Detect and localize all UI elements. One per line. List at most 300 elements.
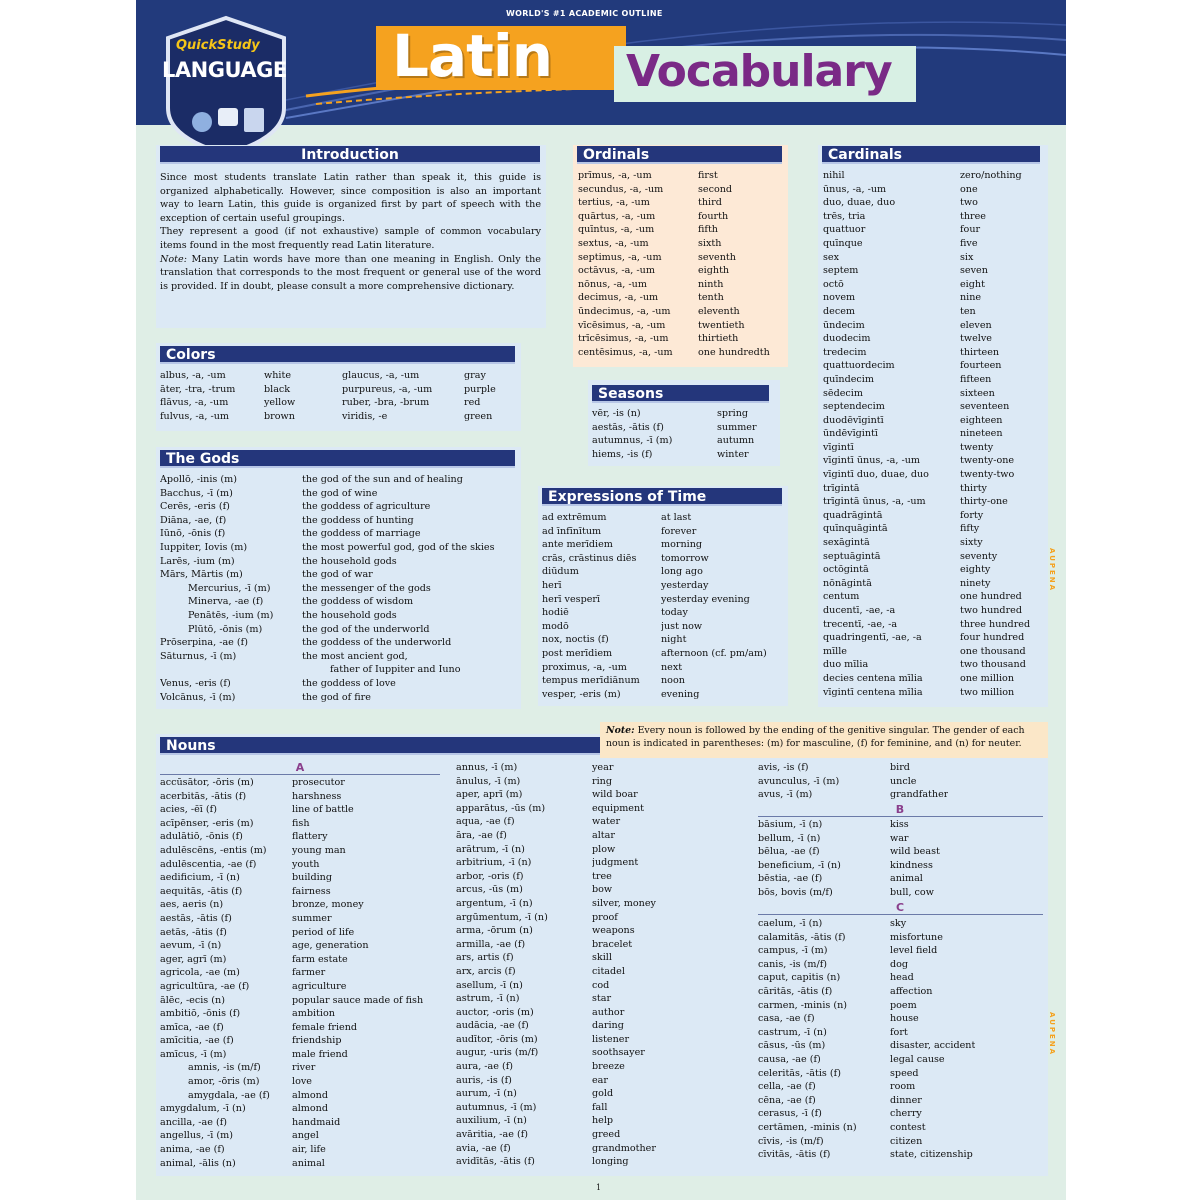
list-item: ten [960, 305, 976, 317]
list-item: tempus merīdiānum [542, 675, 640, 687]
list-item: help [592, 1115, 614, 1127]
list-item: avunculus, -ī (m) [758, 775, 840, 787]
title: Latin [392, 22, 552, 90]
list-item: grandfather [890, 789, 949, 801]
list-item: thirtieth [698, 333, 739, 345]
list-item: cod [592, 979, 610, 991]
list-item: ānulus, -ī (m) [456, 775, 521, 787]
list-item: aequitās, -ātis (f) [160, 885, 243, 897]
list-item: hiems, -is (f) [592, 448, 653, 460]
list-item: ambitiō, -ōnis (f) [160, 1008, 241, 1020]
list-item: Bacchus, -ī (m) [160, 487, 233, 499]
list-item: one hundredth [698, 346, 770, 358]
list-item: fulvus, -a, -um [160, 410, 229, 422]
list-item: flattery [292, 831, 328, 843]
list-item: dinner [890, 1094, 922, 1106]
list-item: fifth [698, 224, 718, 236]
list-item: yesterday [661, 579, 709, 591]
list-item: āter, -tra, -trum [160, 383, 236, 395]
list-item: judgment [592, 857, 639, 869]
nouns-heading: Nouns [160, 737, 600, 755]
list-item: harshness [292, 790, 342, 802]
list-item: farm estate [292, 953, 348, 965]
list-item: love [292, 1076, 312, 1088]
list-item: amnis, -is (m/f) [188, 1062, 261, 1074]
list-item: green [464, 410, 493, 422]
letter-a: A [295, 761, 305, 774]
list-item: war [890, 832, 909, 844]
list-item: poem [890, 999, 917, 1011]
nouns-col3b-latin [758, 818, 841, 900]
list-item: bow [592, 884, 613, 896]
list-item: second [698, 183, 733, 195]
list-item: septuāgintā [823, 550, 881, 562]
list-item: quārtus, -a, -um [578, 210, 656, 222]
time-latin [542, 511, 640, 701]
list-item: glaucus, -a, -um [342, 370, 420, 381]
list-item: water [592, 816, 621, 828]
list-item: the most powerful god, god of the skies [302, 541, 495, 553]
list-item: thirteen [960, 346, 1000, 358]
list-item: causa, -ae (f) [758, 1053, 821, 1065]
list-item: bāsium, -ī (n) [758, 819, 823, 830]
list-item: soothsayer [592, 1047, 645, 1059]
list-item: bracelet [592, 938, 633, 950]
list-item [160, 663, 273, 677]
list-item: animal [890, 873, 923, 885]
list-item: campus, -ī (m) [758, 945, 828, 957]
list-item: Cerēs, -eris (f) [160, 501, 230, 513]
list-item: summer [292, 912, 332, 924]
list-item: building [292, 872, 332, 884]
list-item: decies centena mīlia [823, 672, 923, 684]
list-item: wild boar [592, 789, 638, 801]
list-item: one hundred [960, 591, 1022, 603]
list-item: three [960, 210, 986, 222]
nouns-col3b-english [890, 818, 940, 900]
colors-latin-1 [160, 369, 235, 423]
list-item: audācia, -ae (f) [456, 1020, 529, 1032]
list-item: eight [960, 278, 985, 290]
list-item: quattuordecim [823, 360, 895, 372]
list-item: Mercurius, -ī (m) [188, 582, 271, 594]
list-item: aestās, -ātis (f) [160, 912, 232, 924]
list-item: popular sauce made of fish [292, 994, 424, 1006]
list-item: agriculture [292, 980, 347, 992]
list-item: angel [292, 1130, 319, 1142]
list-item: sixteen [960, 387, 995, 399]
list-item: weapons [592, 925, 635, 937]
list-item: centum [823, 591, 860, 603]
list-item: spring [717, 408, 749, 419]
list-item: period of life [292, 926, 355, 938]
list-item: two thousand [960, 659, 1026, 671]
list-item: centēsimus, -a, -um [578, 346, 673, 358]
list-item: farmer [292, 967, 326, 979]
list-item: evening [661, 688, 700, 700]
list-item: septendecim [823, 401, 885, 413]
list-item: young man [292, 844, 346, 856]
list-item: Larēs, -ium (m) [160, 555, 235, 567]
list-item: yesterday evening [661, 593, 750, 605]
list-item: breeze [592, 1061, 625, 1073]
list-item: caelum, -ī (n) [758, 918, 823, 929]
list-item: the messenger of the gods [302, 582, 431, 594]
list-item: acerbitās, -ātis (f) [160, 790, 247, 802]
nouns-col3a-latin [758, 761, 839, 802]
list-item: uncle [890, 775, 917, 787]
list-item: agricola, -ae (m) [160, 967, 240, 979]
note-label: Note: [160, 253, 187, 265]
list-item: bronze, money [292, 899, 364, 911]
nouns-col2-english [592, 761, 656, 1169]
list-item: diūdum [542, 566, 579, 578]
list-item: argentum, -ī (n) [456, 897, 533, 909]
list-item: fifty [960, 523, 980, 535]
list-item: level field [890, 945, 938, 957]
ordinals-heading: Ordinals [577, 146, 782, 164]
list-item: proximus, -a, -um [542, 661, 627, 673]
nouns-col1-english [292, 776, 423, 1170]
list-item: the god of the underworld [302, 623, 430, 635]
list-item: six [960, 251, 974, 263]
list-item: zero/nothing [960, 170, 1022, 181]
list-item: avidītās, -ātis (f) [456, 1156, 535, 1168]
list-item: four hundred [960, 632, 1025, 644]
list-item: nine [960, 292, 982, 304]
list-item: acies, -ēī (f) [160, 804, 217, 816]
list-item: vīgintī ūnus, -a, -um [823, 455, 920, 467]
list-item: sēdecim [823, 387, 863, 399]
list-item: the household gods [302, 609, 397, 621]
list-item: fairness [292, 885, 331, 897]
list-item: duo, duae, duo [823, 197, 896, 209]
list-item: ūndēvīgintī [823, 428, 878, 440]
list-item: the goddess of hunting [302, 514, 414, 526]
seasons-latin [592, 407, 672, 461]
list-item: kiss [890, 819, 909, 830]
list-item: daring [592, 1020, 624, 1032]
list-item: five [960, 237, 978, 249]
list-item: twenty-one [960, 455, 1015, 467]
list-item: septem [823, 265, 859, 277]
list-item: auxilium, -ī (n) [456, 1115, 527, 1127]
list-item: prosecutor [292, 777, 345, 788]
tagline: WORLD'S #1 ACADEMIC OUTLINE [506, 9, 663, 18]
list-item: quīntus, -a, -um [578, 224, 655, 236]
list-item: octō [823, 278, 844, 290]
list-item: nineteen [960, 428, 1003, 440]
list-item: novem [823, 292, 856, 304]
side-label: AUPENA [1048, 548, 1056, 593]
list-item: grandmother [592, 1142, 656, 1154]
list-item: handmaid [292, 1116, 341, 1128]
list-item: ūndecim [823, 319, 865, 331]
list-item: Penātēs, -ium (m) [188, 609, 274, 621]
list-item: one million [960, 672, 1015, 684]
list-item: silver, money [592, 897, 656, 909]
list-item: age, generation [292, 940, 369, 952]
list-item: octāvus, -a, -um [578, 265, 655, 277]
list-item: celeritās, -ātis (f) [758, 1067, 841, 1079]
list-item: bēlua, -ae (f) [758, 846, 820, 858]
list-item: angellus, -ī (m) [160, 1130, 233, 1142]
list-item: aper, aprī (m) [456, 789, 523, 801]
list-item: male friend [292, 1048, 348, 1060]
list-item: ālēc, -ecis (n) [160, 994, 225, 1006]
list-item: adulēscēns, -entis (m) [160, 844, 267, 856]
introduction-heading: Introduction [160, 146, 540, 164]
list-item: flāvus, -a, -um [160, 397, 229, 409]
list-item: nihil [823, 170, 845, 181]
list-item: avia, -ae (f) [456, 1142, 511, 1154]
list-item: certāmen, -minis (n) [758, 1121, 857, 1133]
cardinals-latin [823, 169, 929, 699]
introduction-p1: Since most students translate Latin rather than speak it, this guide is organized alphabetically. However, since composition is also an important way to learn Latin, this guide is organized first by part of speech with the exception of certain useful groupings. [160, 172, 541, 224]
list-item: winter [717, 448, 749, 460]
introduction-p3 [160, 253, 541, 294]
list-item: black [264, 383, 291, 395]
list-item: ager, agrī (m) [160, 953, 227, 965]
list-item: father of Iuppiter and Iuno [330, 664, 461, 676]
list-item: tredecim [823, 346, 867, 358]
list-item: quīndecim [823, 373, 874, 385]
list-item: the god of fire [302, 691, 371, 703]
list-item: sixty [960, 537, 983, 549]
brand-name: QuickStudy [176, 38, 260, 53]
list-item: vīcēsimus, -a, -um [578, 319, 666, 331]
list-item: animal [292, 1157, 325, 1169]
list-item: eighty [960, 564, 991, 576]
list-item: eleven [960, 319, 992, 331]
list-item: thirty-one [960, 496, 1008, 508]
list-item: state, citizenship [890, 1149, 973, 1161]
list-item: twentieth [698, 319, 745, 331]
list-item: next [661, 661, 683, 673]
list-item: kindness [890, 859, 933, 871]
list-item: autumnus, -ī (m) [592, 435, 673, 447]
list-item: autumnus, -ī (m) [456, 1101, 537, 1113]
list-item: tomorrow [661, 552, 709, 564]
list-item: red [464, 397, 481, 409]
list-item: quadrāgintā [823, 509, 883, 521]
introduction-p2: They represent a good (if not exhaustive) sample of common vocabulary items found in the most frequently read Latin literature. [160, 226, 541, 251]
time-english [661, 511, 767, 701]
list-item: skill [592, 952, 612, 964]
quickstudy-logo [156, 12, 296, 160]
list-item: the household gods [302, 555, 397, 567]
list-item: decimus, -a, -um [578, 292, 659, 304]
list-item: amīcus, -ī (m) [160, 1048, 227, 1060]
list-item: anima, -ae (f) [160, 1144, 225, 1156]
list-item: purple [464, 383, 496, 395]
list-item: Iuppiter, Iovis (m) [160, 541, 248, 553]
list-item: Venus, -eris (f) [160, 677, 231, 689]
list-item: beneficium, -ī (n) [758, 859, 841, 871]
list-item: room [890, 1081, 916, 1093]
list-item: the god of the sun and of healing [302, 474, 463, 485]
list-item: Iūnō, -ōnis (f) [160, 528, 226, 540]
list-item: two million [960, 686, 1015, 698]
divider-b [758, 816, 1043, 817]
list-item: ūnus, -a, -um [823, 183, 887, 195]
list-item: vēr, -is (n) [592, 408, 641, 419]
cardinals-english [960, 169, 1030, 699]
series-name: LANGUAGE [162, 58, 287, 82]
list-item: friendship [292, 1035, 342, 1047]
list-item: armilla, -ae (f) [456, 938, 526, 950]
list-item: caput, capitis (n) [758, 972, 841, 984]
list-item: secundus, -a, -um [578, 183, 664, 195]
list-item: albus, -a, -um [160, 370, 226, 381]
list-item: Prōserpina, -ae (f) [160, 637, 248, 649]
list-item: aura, -ae (f) [456, 1061, 514, 1073]
nouns-col3c-english [890, 917, 975, 1162]
list-item: sex [823, 251, 840, 263]
list-item: contest [890, 1121, 926, 1133]
list-item: cerasus, -ī (f) [758, 1108, 822, 1120]
list-item: proof [592, 911, 618, 923]
list-item: the goddess of wisdom [302, 596, 414, 608]
list-item: Apollō, -inis (m) [160, 474, 237, 485]
nouns-col1-latin [160, 776, 270, 1170]
list-item: nōnus, -a, -um [578, 278, 647, 290]
list-item: arx, arcis (f) [456, 965, 516, 977]
nouns-note-label: Note: [606, 725, 635, 736]
list-item: speed [890, 1067, 919, 1079]
list-item: thirty [960, 482, 987, 494]
list-item: apparātus, -ūs (m) [456, 802, 546, 814]
list-item: amygdalum, -ī (n) [160, 1103, 246, 1115]
gods-english [302, 473, 495, 704]
list-item: post merīdiem [542, 647, 613, 659]
list-item: amīcitia, -ae (f) [160, 1035, 234, 1047]
list-item: nox, noctis (f) [542, 634, 609, 646]
list-item: trecentī, -ae, -a [823, 618, 898, 630]
list-item: line of battle [292, 804, 354, 816]
list-item: ring [592, 775, 612, 787]
list-item: fifteen [960, 373, 992, 385]
list-item: auris, -is (f) [456, 1074, 512, 1086]
list-item: adulēscentia, -ae (f) [160, 858, 257, 870]
list-item: forever [661, 525, 697, 537]
colors-heading: Colors [160, 346, 515, 364]
list-item: casa, -ae (f) [758, 1013, 815, 1025]
list-item: Diāna, -ae, (f) [160, 514, 227, 526]
colors-latin-2 [342, 369, 432, 423]
nouns-note [600, 722, 1048, 758]
list-item: cīvis, -is (m/f) [758, 1135, 824, 1147]
list-item: one thousand [960, 645, 1026, 657]
list-item: cherry [890, 1108, 922, 1120]
list-item: the goddess of agriculture [302, 501, 431, 513]
list-item: audītor, -ōris (m) [456, 1033, 538, 1045]
list-item: forty [960, 509, 984, 521]
nouns-col3c-latin [758, 917, 857, 1162]
list-item: Plūtō, -ōnis (m) [188, 623, 263, 635]
colors-english-1 [264, 369, 295, 423]
list-item: cāritās, -ātis (f) [758, 985, 833, 997]
list-item: augur, -uris (m/f) [456, 1047, 539, 1059]
list-item: seventh [698, 251, 736, 263]
list-item: citadel [592, 965, 625, 977]
list-item: bōs, bovis (m/f) [758, 886, 833, 898]
list-item: long ago [661, 566, 703, 578]
list-item: bēstia, -ae (f) [758, 873, 823, 885]
list-item: ūndecimus, -a, -um [578, 305, 671, 317]
list-item: third [698, 197, 722, 209]
divider-c [758, 914, 1043, 915]
list-item: river [292, 1062, 316, 1074]
list-item: duo mīlia [823, 659, 869, 671]
list-item: purpureus, -a, -um [342, 383, 433, 395]
list-item: prīmus, -a, -um [578, 170, 652, 181]
list-item: seven [960, 265, 988, 277]
list-item: quīnque [823, 237, 863, 249]
list-item: air, life [292, 1144, 326, 1156]
list-item: equipment [592, 802, 645, 814]
introduction-text [160, 171, 541, 293]
list-item: today [661, 607, 688, 619]
list-item: fall [592, 1101, 608, 1113]
list-item: viridis, -e [342, 410, 388, 422]
list-item: hodiē [542, 607, 569, 619]
list-item: disaster, accident [890, 1040, 976, 1052]
seasons-heading: Seasons [592, 385, 769, 403]
list-item: aestās, -ātis (f) [592, 421, 664, 433]
list-item: avāritia, -ae (f) [456, 1129, 528, 1141]
list-item: seventeen [960, 401, 1010, 413]
list-item: canis, -is (m/f) [758, 958, 828, 970]
list-item: autumn [717, 435, 755, 447]
list-item: ruber, -bra, -brum [342, 397, 430, 409]
list-item: trīgintā [823, 482, 860, 494]
list-item: almond [292, 1089, 328, 1101]
list-item: vīgintī centena mīlia [823, 686, 923, 698]
list-item: arātrum, -ī (n) [456, 843, 525, 855]
list-item: arbitrium, -ī (n) [456, 857, 532, 869]
list-item: cīvitās, -ātis (f) [758, 1149, 831, 1161]
letter-b: B [895, 803, 905, 816]
list-item: cāsus, -ūs (m) [758, 1040, 826, 1052]
list-item: citizen [890, 1135, 923, 1147]
list-item: gold [592, 1088, 614, 1100]
list-item: just now [661, 620, 703, 632]
list-item: tenth [698, 292, 724, 304]
list-item: one [960, 183, 978, 195]
list-item: year [592, 762, 614, 773]
list-item: ear [592, 1074, 608, 1086]
list-item: dog [890, 958, 909, 970]
list-item: Sāturnus, -ī (m) [160, 650, 237, 662]
list-item: Minerva, -ae (f) [188, 596, 264, 608]
list-item: almond [292, 1103, 328, 1115]
list-item: greed [592, 1129, 621, 1141]
list-item: fort [890, 1026, 908, 1038]
list-item: aedificium, -ī (n) [160, 872, 240, 884]
list-item: amīca, -ae (f) [160, 1021, 224, 1033]
list-item: vīgintī [823, 441, 854, 453]
list-item: night [661, 634, 687, 646]
list-item: three hundred [960, 618, 1031, 630]
list-item: quīnquāgintā [823, 523, 888, 535]
list-item: twelve [960, 333, 992, 345]
list-item: legal cause [890, 1053, 945, 1065]
list-item: vesper, -eris (m) [542, 688, 621, 700]
divider-a [160, 774, 440, 775]
time-heading: Expressions of Time [542, 488, 782, 506]
list-item: the god of war [302, 569, 373, 581]
